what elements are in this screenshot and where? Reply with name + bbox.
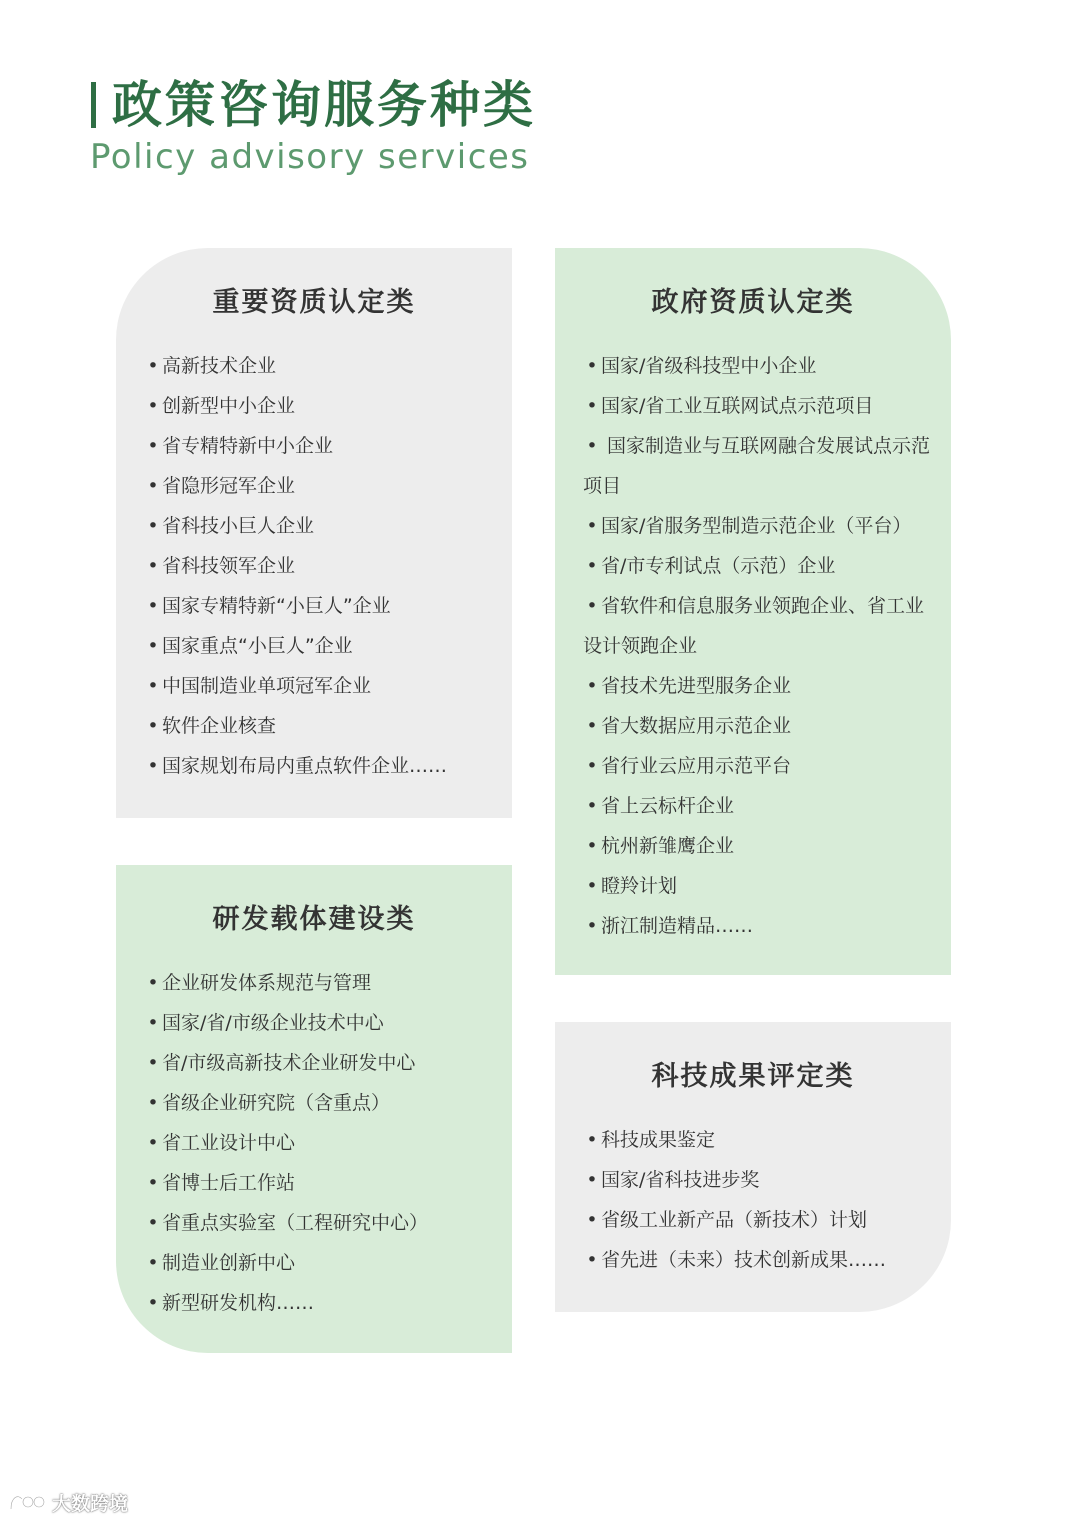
list-item: • 省重点实验室（工程研究中心） bbox=[144, 1203, 504, 1243]
list-item bbox=[555, 426, 931, 506]
list-item: • 国家/省工业互联网试点示范项目 bbox=[583, 386, 931, 426]
watermark-text: 大数跨境 bbox=[52, 1492, 129, 1515]
list-item: • 杭州新雏鹰企业 bbox=[583, 826, 931, 866]
list-item: • 软件企业核查 bbox=[144, 706, 504, 746]
list-item: • 高新技术企业 bbox=[144, 346, 504, 386]
list-item: • 省技术先进型服务企业 bbox=[583, 666, 931, 706]
card-title: 科技成果评定类 bbox=[651, 1061, 855, 1092]
list-item: • 中国制造业单项冠军企业 bbox=[144, 666, 504, 706]
page-subtitle: Policy advisory services bbox=[90, 137, 530, 177]
list-item: • 省博士后工作站 bbox=[144, 1163, 504, 1203]
list-item: • 国家/省服务型制造示范企业（平台） bbox=[583, 506, 931, 546]
list-item: • 省行业云应用示范平台 bbox=[583, 746, 931, 786]
list-item: • 国家/省级科技型中小企业 bbox=[583, 346, 931, 386]
brand-logo-icon bbox=[8, 1491, 48, 1513]
list-item-text: 国家制造业与互联网融合发展试点示范项目 bbox=[583, 435, 931, 497]
card-achievement-evaluation bbox=[555, 1022, 951, 1312]
card-rd-carrier bbox=[116, 865, 512, 1353]
card-title: 重要资质认定类 bbox=[212, 287, 416, 318]
list-item: • 省/市级高新技术企业研发中心 bbox=[144, 1043, 504, 1083]
item-list bbox=[144, 963, 504, 1323]
list-item: • 浙江制造精品…… bbox=[583, 906, 931, 946]
list-item: • 省大数据应用示范企业 bbox=[583, 706, 931, 746]
card-important-qualification bbox=[116, 248, 512, 818]
page-title: 政策咨询服务种类 bbox=[112, 76, 536, 134]
list-item: • 瞪羚计划 bbox=[583, 866, 931, 906]
list-item: • 制造业创新中心 bbox=[144, 1243, 504, 1283]
list-item: • 省科技领军企业 bbox=[144, 546, 504, 586]
list-item: • 创新型中小企业 bbox=[144, 386, 504, 426]
list-item: • 国家规划布局内重点软件企业…… bbox=[144, 746, 504, 786]
card-government-qualification bbox=[555, 248, 951, 975]
title-accent-bar bbox=[91, 82, 96, 128]
list-item: • 国家专精特新“小巨人”企业 bbox=[144, 586, 504, 626]
list-item: • 省上云标杆企业 bbox=[583, 786, 931, 826]
list-item: • 科技成果鉴定 bbox=[583, 1120, 943, 1160]
card-title: 政府资质认定类 bbox=[651, 287, 855, 318]
item-list bbox=[583, 346, 931, 946]
list-item: • 国家/省科技进步奖 bbox=[583, 1160, 943, 1200]
list-item: • 国家重点“小巨人”企业 bbox=[144, 626, 504, 666]
list-item: • 省先进（未来）技术创新成果…… bbox=[583, 1240, 943, 1280]
list-item: • 省工业设计中心 bbox=[144, 1123, 504, 1163]
list-item: • 省/市专利试点（示范）企业 bbox=[583, 546, 931, 586]
list-item: • 省级工业新产品（新技术）计划 bbox=[583, 1200, 943, 1240]
list-item: • 新型研发机构…… bbox=[144, 1283, 504, 1323]
list-item: • 省科技小巨人企业 bbox=[144, 506, 504, 546]
list-item: • 省隐形冠军企业 bbox=[144, 466, 504, 506]
list-item: • 省专精特新中小企业 bbox=[144, 426, 504, 466]
watermark bbox=[8, 1490, 128, 1514]
item-list bbox=[144, 346, 504, 786]
item-list bbox=[583, 1120, 943, 1280]
list-item: • 省软件和信息服务业领跑企业、省工业设计领跑企业 bbox=[583, 586, 931, 666]
list-item: • 国家/省/市级企业技术中心 bbox=[144, 1003, 504, 1043]
list-item: • 省级企业研究院（含重点） bbox=[144, 1083, 504, 1123]
list-item: • 企业研发体系规范与管理 bbox=[144, 963, 504, 1003]
card-title: 研发载体建设类 bbox=[212, 904, 416, 935]
